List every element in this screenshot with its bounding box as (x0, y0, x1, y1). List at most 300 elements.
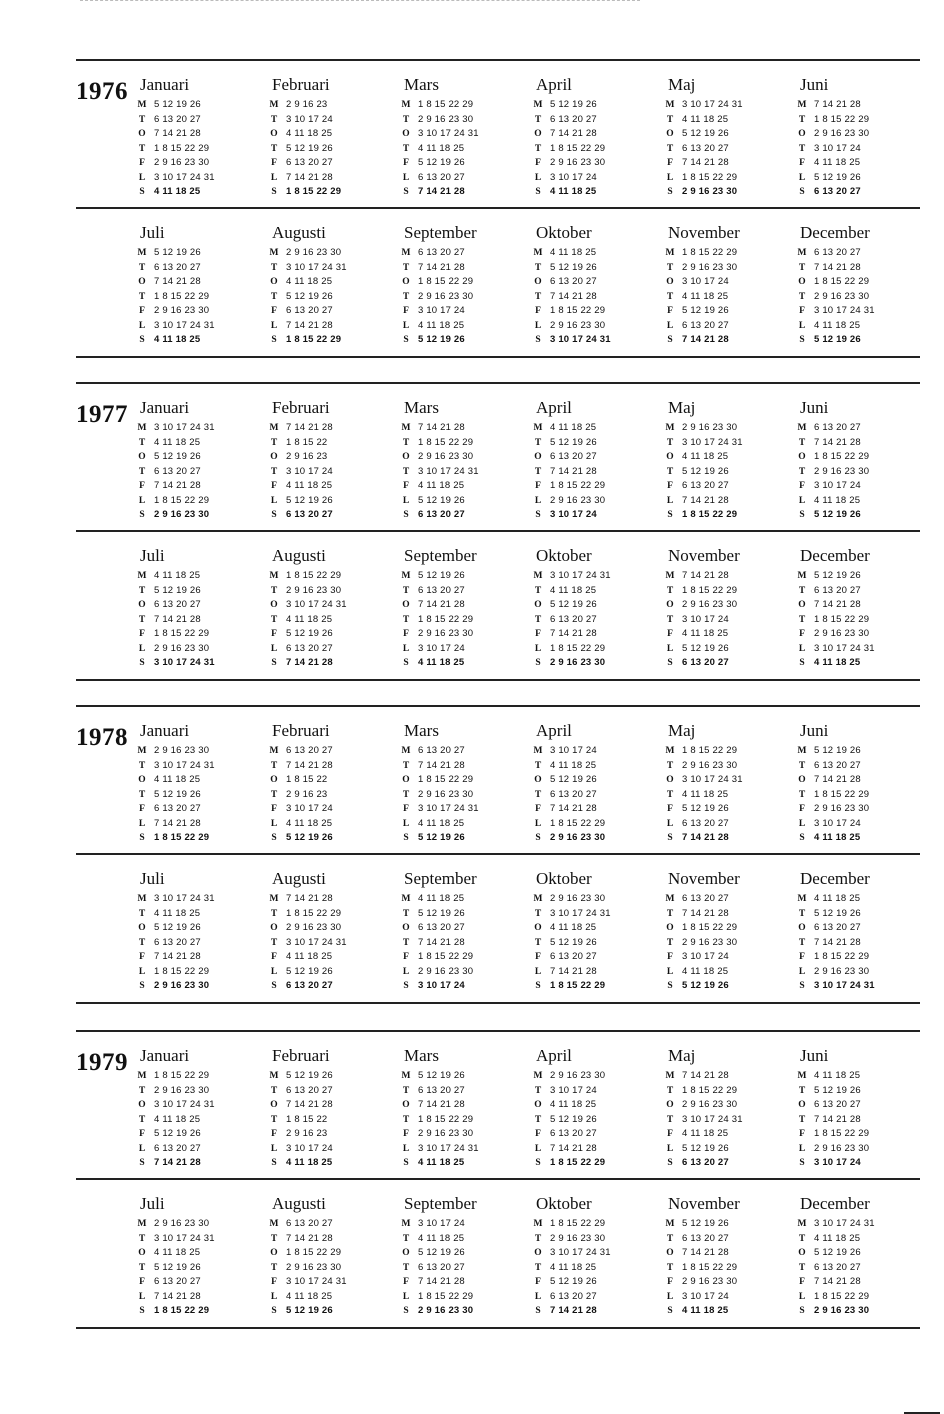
day-numbers: 2 9 16 23 30 (550, 893, 606, 904)
weekday-label: O (798, 1100, 806, 1110)
day-numbers: 2 9 16 23 30 (550, 494, 606, 506)
day-numbers: 7 14 21 28 (814, 1276, 861, 1287)
month-days (796, 1069, 928, 1171)
weekday-row (136, 965, 268, 980)
day-numbers: 5 12 19 26 (682, 128, 729, 139)
day-numbers: 4 11 18 25 (550, 186, 597, 197)
weekday-label: T (138, 1085, 146, 1096)
weekday-row (400, 127, 532, 142)
day-numbers: 3 10 17 24 (550, 1084, 597, 1096)
day-numbers: 2 9 16 23 (286, 788, 328, 800)
weekday-label: L (798, 1143, 806, 1154)
weekday-label: S (799, 1306, 805, 1316)
month-days (268, 1217, 400, 1319)
weekday-row (664, 1084, 796, 1099)
weekday-label: T (534, 466, 542, 477)
day-numbers: 1 8 15 22 29 (286, 186, 342, 197)
weekday-label: S (139, 981, 145, 991)
weekday-row (136, 290, 268, 305)
weekday-row (136, 465, 268, 480)
month-name: Juni (800, 398, 829, 417)
weekday-label: M (797, 1219, 807, 1229)
weekday-label: T (534, 437, 542, 448)
month-block (796, 1041, 928, 1171)
day-numbers: 5 12 19 26 (550, 599, 597, 610)
day-numbers: 7 14 21 28 (550, 1305, 597, 1316)
weekday-row (400, 1232, 532, 1247)
weekday-label: M (797, 248, 807, 258)
weekday-row (664, 831, 796, 846)
month-block (400, 393, 532, 523)
weekday-label: L (270, 320, 278, 331)
weekday-label: F (799, 306, 805, 316)
day-numbers: 7 14 21 28 (814, 599, 861, 610)
weekday-label: S (799, 510, 805, 520)
day-numbers: 3 10 17 24 31 (814, 1218, 875, 1229)
weekday-row (400, 508, 532, 523)
day-numbers: 1 8 15 22 29 (154, 1305, 210, 1316)
day-numbers: 2 9 16 23 30 (286, 247, 342, 258)
day-numbers: 4 11 18 25 (286, 1157, 333, 1168)
weekday-label: O (402, 1100, 410, 1110)
day-numbers: 1 8 15 22 29 (154, 628, 210, 639)
weekday-row (136, 142, 268, 157)
weekday-label: T (270, 262, 278, 273)
weekday-row (796, 261, 928, 276)
month-block (136, 1189, 268, 1319)
weekday-label: F (139, 629, 145, 639)
month-name: November (668, 546, 740, 565)
day-numbers: 2 9 16 23 30 (682, 1099, 738, 1110)
weekday-label: T (798, 908, 806, 919)
weekday-row (796, 113, 928, 128)
day-numbers: 4 11 18 25 (154, 334, 201, 345)
weekday-label: T (666, 585, 674, 596)
first-half-year (76, 70, 920, 200)
weekday-label: M (401, 423, 411, 433)
day-numbers: 6 13 20 27 (682, 480, 729, 491)
weekday-label: L (798, 495, 806, 506)
weekday-label: M (665, 1219, 675, 1229)
weekday-label: T (798, 1085, 806, 1096)
day-numbers: 5 12 19 26 (286, 1305, 333, 1316)
day-numbers: 2 9 16 23 30 (154, 745, 210, 756)
month-days (400, 246, 532, 348)
day-numbers: 5 12 19 26 (418, 334, 465, 345)
day-numbers: 5 12 19 26 (286, 965, 333, 977)
weekday-label: T (138, 789, 146, 800)
weekday-row (664, 319, 796, 334)
day-numbers: 3 10 17 24 31 (814, 642, 875, 654)
weekday-label: L (270, 172, 278, 183)
day-numbers: 7 14 21 28 (550, 628, 597, 639)
month-days (136, 1069, 268, 1171)
month-days (268, 1069, 400, 1171)
weekday-row (400, 1290, 532, 1305)
month-block (400, 541, 532, 671)
day-numbers: 5 12 19 26 (682, 305, 729, 316)
weekday-row (796, 319, 928, 334)
weekday-row (796, 584, 928, 599)
day-numbers: 6 13 20 27 (418, 247, 465, 258)
day-numbers: 1 8 15 22 29 (418, 436, 474, 448)
weekday-row (136, 171, 268, 186)
weekday-label: L (402, 643, 410, 654)
weekday-row (796, 1232, 928, 1247)
day-numbers: 7 14 21 28 (550, 1142, 597, 1154)
weekday-row (796, 98, 928, 113)
weekday-label: F (139, 306, 145, 316)
weekday-label: F (403, 629, 409, 639)
day-numbers: 3 10 17 24 31 (814, 980, 875, 991)
day-numbers: 3 10 17 24 31 (418, 465, 479, 477)
weekday-row (532, 1098, 664, 1113)
weekday-label: O (666, 923, 674, 933)
weekday-row (796, 773, 928, 788)
year-label: 1978 (76, 724, 128, 751)
month-days (268, 744, 400, 846)
weekday-row (268, 333, 400, 348)
month-block (664, 393, 796, 523)
month-name: December (800, 223, 870, 242)
weekday-label: T (138, 291, 146, 302)
day-numbers: 3 10 17 24 31 (418, 128, 479, 139)
day-numbers: 7 14 21 28 (154, 128, 201, 139)
weekday-label: O (798, 129, 806, 139)
weekday-row (136, 319, 268, 334)
day-numbers: 3 10 17 24 (814, 480, 861, 491)
weekday-row (664, 113, 796, 128)
rule-top (76, 59, 920, 61)
rule-top (76, 705, 920, 707)
weekday-label: T (666, 614, 674, 625)
weekday-row (796, 965, 928, 980)
weekday-row (532, 142, 664, 157)
day-numbers: 2 9 16 23 (286, 451, 328, 462)
day-numbers: 7 14 21 28 (154, 1157, 201, 1168)
day-numbers: 1 8 15 22 29 (550, 480, 606, 491)
month-days (796, 421, 928, 523)
weekday-row (400, 788, 532, 803)
weekday-label: M (533, 746, 543, 756)
day-numbers: 5 12 19 26 (154, 922, 201, 933)
month-days (532, 569, 664, 671)
month-days (136, 569, 268, 671)
day-numbers: 2 9 16 23 30 (682, 759, 738, 771)
month-days (664, 421, 796, 523)
month-days (532, 1217, 664, 1319)
weekday-label: S (535, 658, 541, 668)
day-numbers: 2 9 16 23 30 (418, 1305, 474, 1316)
weekday-row (532, 319, 664, 334)
weekday-label: F (403, 804, 409, 814)
rule-mid (76, 530, 920, 532)
weekday-row (664, 744, 796, 759)
day-numbers: 7 14 21 28 (286, 319, 333, 331)
month-name: Januari (140, 721, 190, 740)
weekday-label: F (799, 952, 805, 962)
weekday-row (532, 479, 664, 494)
weekday-row (532, 465, 664, 480)
day-numbers: 6 13 20 27 (418, 1084, 465, 1096)
weekday-row (532, 584, 664, 599)
month-name: September (404, 869, 477, 888)
day-numbers: 3 10 17 24 (814, 817, 861, 829)
weekday-row (796, 979, 928, 994)
day-numbers: 3 10 17 24 (286, 803, 333, 814)
weekday-row (136, 246, 268, 261)
weekday-row (664, 494, 796, 509)
weekday-label: T (666, 1114, 674, 1125)
weekday-row (136, 1217, 268, 1232)
month-name: Januari (140, 75, 190, 94)
weekday-row (796, 598, 928, 613)
day-numbers: 5 12 19 26 (814, 509, 861, 520)
day-numbers: 7 14 21 28 (682, 1247, 729, 1258)
day-numbers: 3 10 17 24 31 (154, 893, 215, 904)
weekday-row (136, 613, 268, 628)
weekday-row (796, 127, 928, 142)
weekday-row (532, 744, 664, 759)
weekday-label: S (403, 335, 409, 345)
month-name: November (668, 1194, 740, 1213)
day-numbers: 5 12 19 26 (550, 99, 597, 110)
weekday-row (796, 1156, 928, 1171)
weekday-row (268, 319, 400, 334)
month-block (664, 218, 796, 348)
day-numbers: 4 11 18 25 (286, 951, 333, 962)
weekday-label: O (798, 923, 806, 933)
weekday-row (136, 185, 268, 200)
day-numbers: 2 9 16 23 30 (154, 305, 210, 316)
month-days (268, 569, 400, 671)
weekday-row (268, 494, 400, 509)
weekday-label: O (138, 775, 146, 785)
weekday-label: O (666, 452, 674, 462)
month-block (136, 393, 268, 523)
weekday-row (796, 185, 928, 200)
weekday-row (136, 1261, 268, 1276)
day-numbers: 5 12 19 26 (550, 1276, 597, 1287)
day-numbers: 2 9 16 23 30 (550, 1232, 606, 1244)
month-block (136, 1041, 268, 1171)
weekday-label: S (139, 1306, 145, 1316)
weekday-label: F (535, 1129, 541, 1139)
weekday-row (268, 1127, 400, 1142)
weekday-row (664, 171, 796, 186)
day-numbers: 7 14 21 28 (286, 759, 333, 771)
weekday-label: M (137, 1071, 147, 1081)
weekday-row (400, 1261, 532, 1276)
day-numbers: 3 10 17 24 31 (550, 1247, 611, 1258)
weekday-row (268, 613, 400, 628)
weekday-label: S (799, 981, 805, 991)
day-numbers: 6 13 20 27 (286, 745, 333, 756)
weekday-label: T (666, 1233, 674, 1244)
weekday-row (400, 246, 532, 261)
weekday-label: F (667, 804, 673, 814)
day-numbers: 6 13 20 27 (154, 113, 201, 125)
weekday-row (268, 642, 400, 657)
weekday-label: O (666, 1100, 674, 1110)
weekday-label: S (139, 510, 145, 520)
weekday-label: T (270, 1262, 278, 1273)
weekday-label: S (667, 1306, 673, 1316)
day-numbers: 5 12 19 26 (286, 290, 333, 302)
weekday-row (532, 1304, 664, 1319)
day-numbers: 7 14 21 28 (154, 613, 201, 625)
day-numbers: 5 12 19 26 (550, 774, 597, 785)
day-numbers: 3 10 17 24 (682, 1290, 729, 1302)
first-half-year (76, 393, 920, 523)
weekday-label: T (534, 262, 542, 273)
day-numbers: 4 11 18 25 (682, 628, 729, 639)
weekday-row (136, 892, 268, 907)
day-numbers: 6 13 20 27 (550, 1128, 597, 1139)
month-days (400, 98, 532, 200)
day-numbers: 1 8 15 22 29 (814, 1290, 870, 1302)
day-numbers: 6 13 20 27 (550, 1290, 597, 1302)
day-numbers: 3 10 17 24 31 (418, 803, 479, 814)
month-block (268, 393, 400, 523)
day-numbers: 5 12 19 26 (814, 334, 861, 345)
weekday-label: O (138, 600, 146, 610)
weekday-row (400, 1275, 532, 1290)
day-numbers: 7 14 21 28 (550, 290, 597, 302)
weekday-row (136, 508, 268, 523)
weekday-row (796, 831, 928, 846)
weekday-label: F (271, 804, 277, 814)
day-numbers: 6 13 20 27 (418, 745, 465, 756)
weekday-label: L (402, 495, 410, 506)
month-days (664, 98, 796, 200)
day-numbers: 1 8 15 22 29 (418, 951, 474, 962)
day-numbers: 7 14 21 28 (286, 893, 333, 904)
weekday-row (664, 656, 796, 671)
weekday-label: S (271, 335, 277, 345)
day-numbers: 2 9 16 23 30 (814, 803, 870, 814)
day-numbers: 7 14 21 28 (418, 1099, 465, 1110)
weekday-row (136, 642, 268, 657)
month-days (796, 744, 928, 846)
month-block (532, 541, 664, 671)
day-numbers: 1 8 15 22 29 (286, 907, 342, 919)
day-numbers: 2 9 16 23 30 (418, 628, 474, 639)
weekday-row (400, 479, 532, 494)
weekday-label: S (667, 510, 673, 520)
month-name: December (800, 1194, 870, 1213)
day-numbers: 1 8 15 22 29 (154, 290, 210, 302)
weekday-label: M (137, 248, 147, 258)
day-numbers: 4 11 18 25 (418, 1157, 465, 1168)
day-numbers: 5 12 19 26 (154, 247, 201, 258)
weekday-row (268, 921, 400, 936)
weekday-row (268, 656, 400, 671)
weekday-row (400, 304, 532, 319)
weekday-row (400, 1069, 532, 1084)
day-numbers: 7 14 21 28 (682, 494, 729, 506)
weekday-row (136, 598, 268, 613)
weekday-row (136, 1304, 268, 1319)
day-numbers: 4 11 18 25 (154, 1247, 201, 1258)
day-numbers: 4 11 18 25 (154, 570, 201, 581)
weekday-row (268, 436, 400, 451)
day-numbers: 6 13 20 27 (814, 422, 861, 433)
weekday-label: L (138, 966, 146, 977)
day-numbers: 5 12 19 26 (154, 584, 201, 596)
weekday-row (400, 333, 532, 348)
weekday-row (400, 319, 532, 334)
weekday-label: M (665, 571, 675, 581)
weekday-label: T (270, 614, 278, 625)
month-block (664, 70, 796, 200)
weekday-row (532, 1156, 664, 1171)
weekday-row (664, 142, 796, 157)
weekday-row (136, 450, 268, 465)
weekday-row (796, 1275, 928, 1290)
day-numbers: 3 10 17 24 31 (154, 319, 215, 331)
weekday-label: M (401, 1071, 411, 1081)
weekday-row (400, 142, 532, 157)
weekday-label: S (667, 1158, 673, 1168)
weekday-row (664, 598, 796, 613)
day-numbers: 1 8 15 22 29 (682, 1084, 738, 1096)
weekday-label: S (667, 833, 673, 843)
weekday-label: F (799, 1129, 805, 1139)
weekday-row (664, 773, 796, 788)
weekday-label: L (534, 172, 542, 183)
rule-mid (76, 207, 920, 209)
weekday-row (664, 304, 796, 319)
day-numbers: 5 12 19 26 (154, 1128, 201, 1139)
weekday-row (796, 788, 928, 803)
weekday-row (532, 113, 664, 128)
rule-top (76, 382, 920, 384)
weekday-label: O (270, 775, 278, 785)
day-numbers: 3 10 17 24 31 (418, 1142, 479, 1154)
page-top-marks (80, 0, 640, 5)
month-name: Mars (404, 1046, 439, 1065)
rule-bot (76, 679, 920, 681)
weekday-label: T (270, 760, 278, 771)
weekday-row (796, 450, 928, 465)
month-block (268, 218, 400, 348)
day-numbers: 5 12 19 26 (814, 171, 861, 183)
day-numbers: 6 13 20 27 (814, 1099, 861, 1110)
weekday-row (400, 759, 532, 774)
day-numbers: 3 10 17 24 31 (286, 1276, 347, 1287)
day-numbers: 2 9 16 23 30 (418, 1128, 474, 1139)
second-half-year (76, 1189, 920, 1319)
weekday-row (532, 1084, 664, 1099)
day-numbers: 5 12 19 26 (418, 832, 465, 843)
weekday-label: T (138, 585, 146, 596)
weekday-label: F (667, 1277, 673, 1287)
day-numbers: 2 9 16 23 30 (550, 1070, 606, 1081)
day-numbers: 3 10 17 24 (418, 642, 465, 654)
weekday-label: T (666, 291, 674, 302)
weekday-label: T (666, 1262, 674, 1273)
weekday-row (532, 421, 664, 436)
weekday-row (664, 907, 796, 922)
weekday-label: M (797, 1071, 807, 1081)
weekday-label: O (798, 452, 806, 462)
month-block (532, 70, 664, 200)
month-block (136, 218, 268, 348)
day-numbers: 2 9 16 23 30 (814, 628, 870, 639)
weekday-label: O (666, 775, 674, 785)
day-numbers: 4 11 18 25 (154, 436, 201, 448)
